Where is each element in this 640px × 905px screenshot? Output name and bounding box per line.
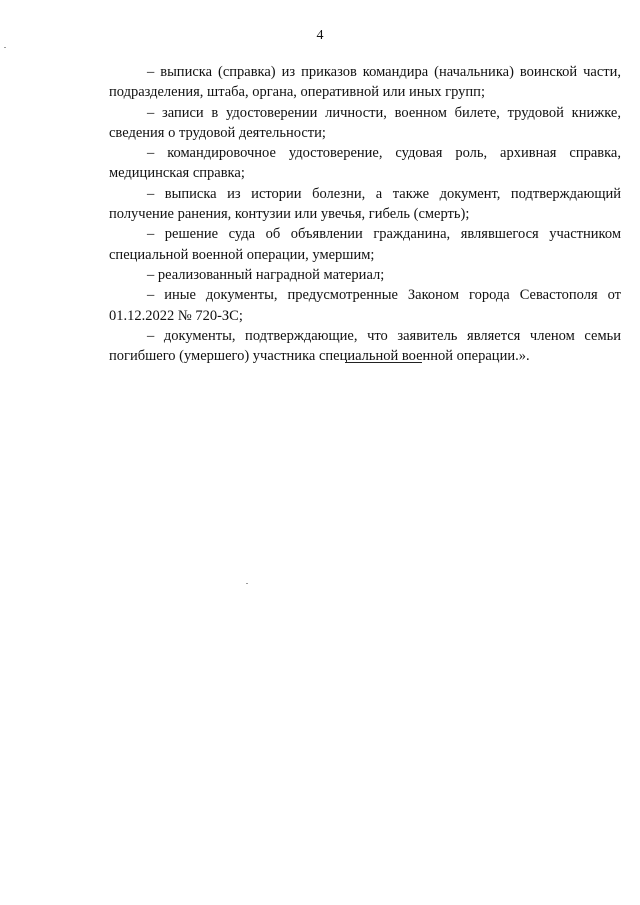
scan-artifact-dot xyxy=(246,583,248,584)
list-item-other-documents: – иные документы, предусмотренные Законом города Севастополя от 01.12.2022 № 720-ЗС; xyxy=(109,287,621,324)
scan-artifact-dot xyxy=(4,47,6,48)
list-item-extract-from-orders: – выписка (справка) из приказов командира (начальника) воинской части, подразделения, штаба, органа, оперативной или иных групп; xyxy=(109,64,621,101)
list-item-travel-certificate: – командировочное удостоверение, судовая роль, архивная справка, медицинская справка; xyxy=(109,145,621,182)
list-item-id-records: – записи в удостоверении личности, военном билете, трудовой книжке, сведения о трудовой деятельности; xyxy=(109,104,621,141)
list-item-award-material: – реализованный наградной материал; xyxy=(147,266,385,283)
list-item-family-membership: – документы, подтверждающие, что заявитель является членом семьи погибшего (умершего) участника специальной военной операции.». xyxy=(109,327,621,365)
page-number: 4 xyxy=(316,28,324,43)
list-item-medical-history: – выписка из истории болезни, а также документ, подтверждающий получение ранения, контузии или увечья, гибель (смерть); xyxy=(109,185,621,223)
end-of-document-rule xyxy=(345,362,422,363)
list-item-court-decision: – решение суда об объявлении гражданина, являвшегося участником специальной военной операции, умершим; xyxy=(109,226,621,263)
document-body xyxy=(109,62,621,366)
